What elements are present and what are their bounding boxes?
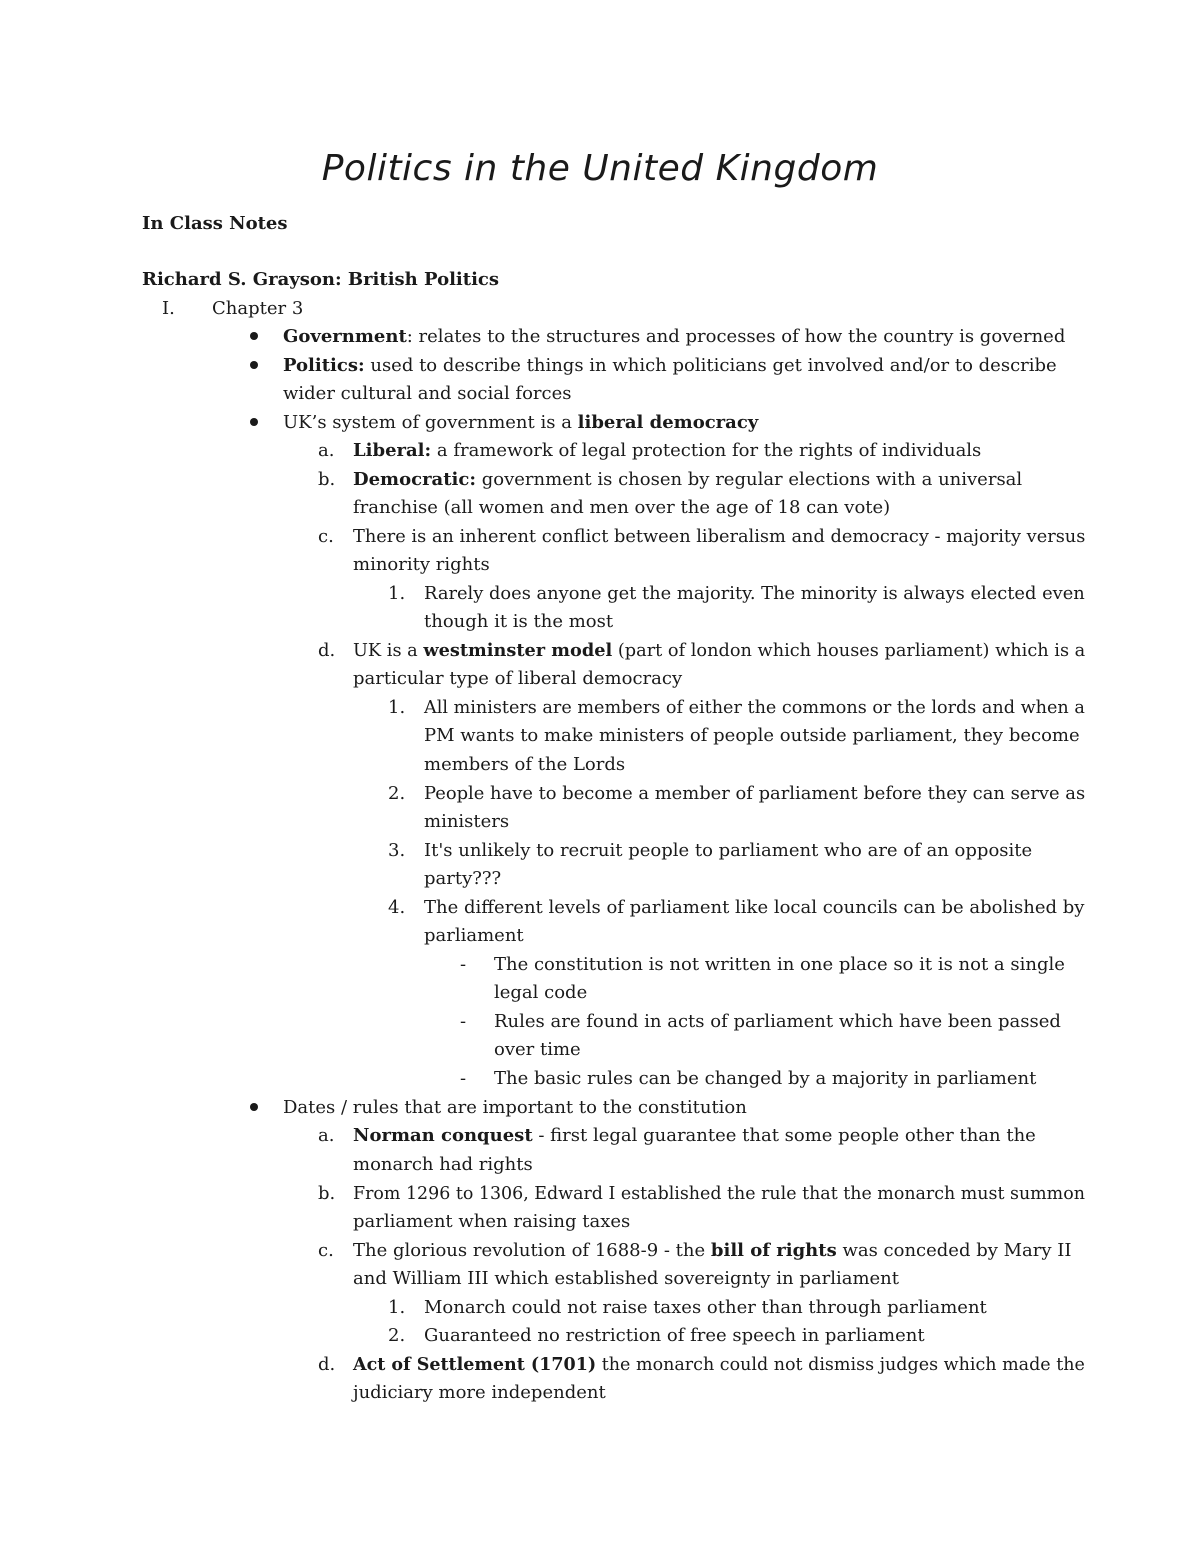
list-item [353,1351,1085,1380]
item-continuation: wider cultural and social forces [283,383,572,404]
bullet-icon [250,332,258,340]
list-item: It's unlikely to recruit people to parliament who are of an opposite [424,840,1033,861]
item-continuation: party??? [424,868,502,889]
list-item [283,352,1057,381]
list-item [353,437,981,466]
list-item: The basic rules can be changed by a majority in parliament [494,1068,1037,1089]
list-item: The different levels of parliament like local councils can be abolished by [424,897,1085,918]
item-continuation: PM wants to make ministers of people outside parliament, they become [424,725,1080,746]
list-item [283,409,758,438]
list-marker: a. [318,440,335,461]
bullet-icon [250,418,258,426]
item-text: UK’s system of government is a [283,412,578,433]
list-marker: b. [318,1183,336,1204]
bullet-icon [250,1103,258,1111]
bullet-icon [250,361,258,369]
list-item [283,323,1065,352]
list-marker: 1. [388,583,406,604]
notes-heading: In Class Notes [142,213,288,234]
list-marker: b. [318,469,336,490]
dash-marker: - [460,1068,467,1089]
list-item [353,1237,1072,1266]
list-item [353,1122,1036,1151]
dash-marker: - [460,954,467,975]
item-text: : relates to the structures and processes of how the country is governed [406,326,1066,347]
chapter-label: Chapter 3 [212,298,304,319]
item-continuation: monarch had rights [353,1154,533,1175]
list-item: Guaranteed no restriction of free speech in parliament [424,1325,925,1346]
item-text: UK is a [353,640,424,661]
list-marker: 4. [388,897,406,918]
item-continuation: judiciary more independent [353,1382,606,1403]
item-text: - first legal guarantee that some people other than the [532,1125,1036,1146]
term: Politics: [283,355,365,376]
list-item: Rules are found in acts of parliament which have been passed [494,1011,1061,1032]
item-text: a framework of legal protection for the rights of individuals [431,440,982,461]
item-continuation: ministers [424,811,510,832]
page-title: Politics in the United Kingdom [321,148,879,189]
item-text: government is chosen by regular elections with a universal [475,469,1023,490]
term: Liberal: [353,440,432,461]
item-continuation: franchise (all women and men over the age of 18 can vote) [353,497,891,518]
item-continuation: particular type of liberal democracy [353,668,683,689]
item-continuation: legal code [494,982,588,1003]
term: Act of Settlement (1701) [353,1354,597,1375]
list-marker: 1. [388,1297,406,1318]
item-continuation: and William III which established sovereignty in parliament [353,1268,899,1289]
list-item: Rarely does anyone get the majority. The minority is always elected even [424,583,1085,604]
term: bill of rights [710,1240,837,1261]
term: Government [283,326,407,347]
list-item [353,637,1085,666]
list-marker: c. [318,1240,334,1261]
list-item: There is an inherent conflict between liberalism and democracy - majority versus [353,526,1086,547]
list-marker: 2. [388,783,406,804]
term: westminster model [423,640,613,661]
list-item: Dates / rules that are important to the constitution [283,1097,747,1118]
item-text: (part of london which houses parliament) which is a [612,640,1086,661]
list-marker: a. [318,1125,335,1146]
item-continuation: though it is the most [424,611,614,632]
item-continuation: parliament [424,925,524,946]
item-continuation: minority rights [353,554,490,575]
list-item [353,466,1022,495]
list-marker: 2. [388,1325,406,1346]
term: Democratic: [353,469,476,490]
dash-marker: - [460,1011,467,1032]
item-continuation: over time [494,1039,581,1060]
item-continuation: parliament when raising taxes [353,1211,631,1232]
list-marker: d. [318,640,336,661]
list-marker: c. [318,526,334,547]
item-text: was conceded by Mary II [836,1240,1072,1261]
list-item: The constitution is not written in one place so it is not a single [494,954,1065,975]
list-marker: d. [318,1354,336,1375]
term: liberal democracy [577,412,759,433]
list-item: People have to become a member of parliament before they can serve as [424,783,1086,804]
list-item: Monarch could not raise taxes other than through parliament [424,1297,987,1318]
item-text: the monarch could not dismiss judges which made the [596,1354,1085,1375]
book-heading: Richard S. Grayson: British Politics [142,269,500,290]
list-marker: I. [162,298,175,319]
list-marker: 3. [388,840,406,861]
term: Norman conquest [353,1125,533,1146]
item-continuation: members of the Lords [424,754,626,775]
list-item: From 1296 to 1306, Edward I established the rule that the monarch must summon [353,1183,1085,1204]
item-text: used to describe things in which politicians get involved and/or to describe [364,355,1057,376]
item-text: The glorious revolution of 1688-9 - the [353,1240,711,1261]
list-item: All ministers are members of either the commons or the lords and when a [424,697,1085,718]
list-marker: 1. [388,697,406,718]
